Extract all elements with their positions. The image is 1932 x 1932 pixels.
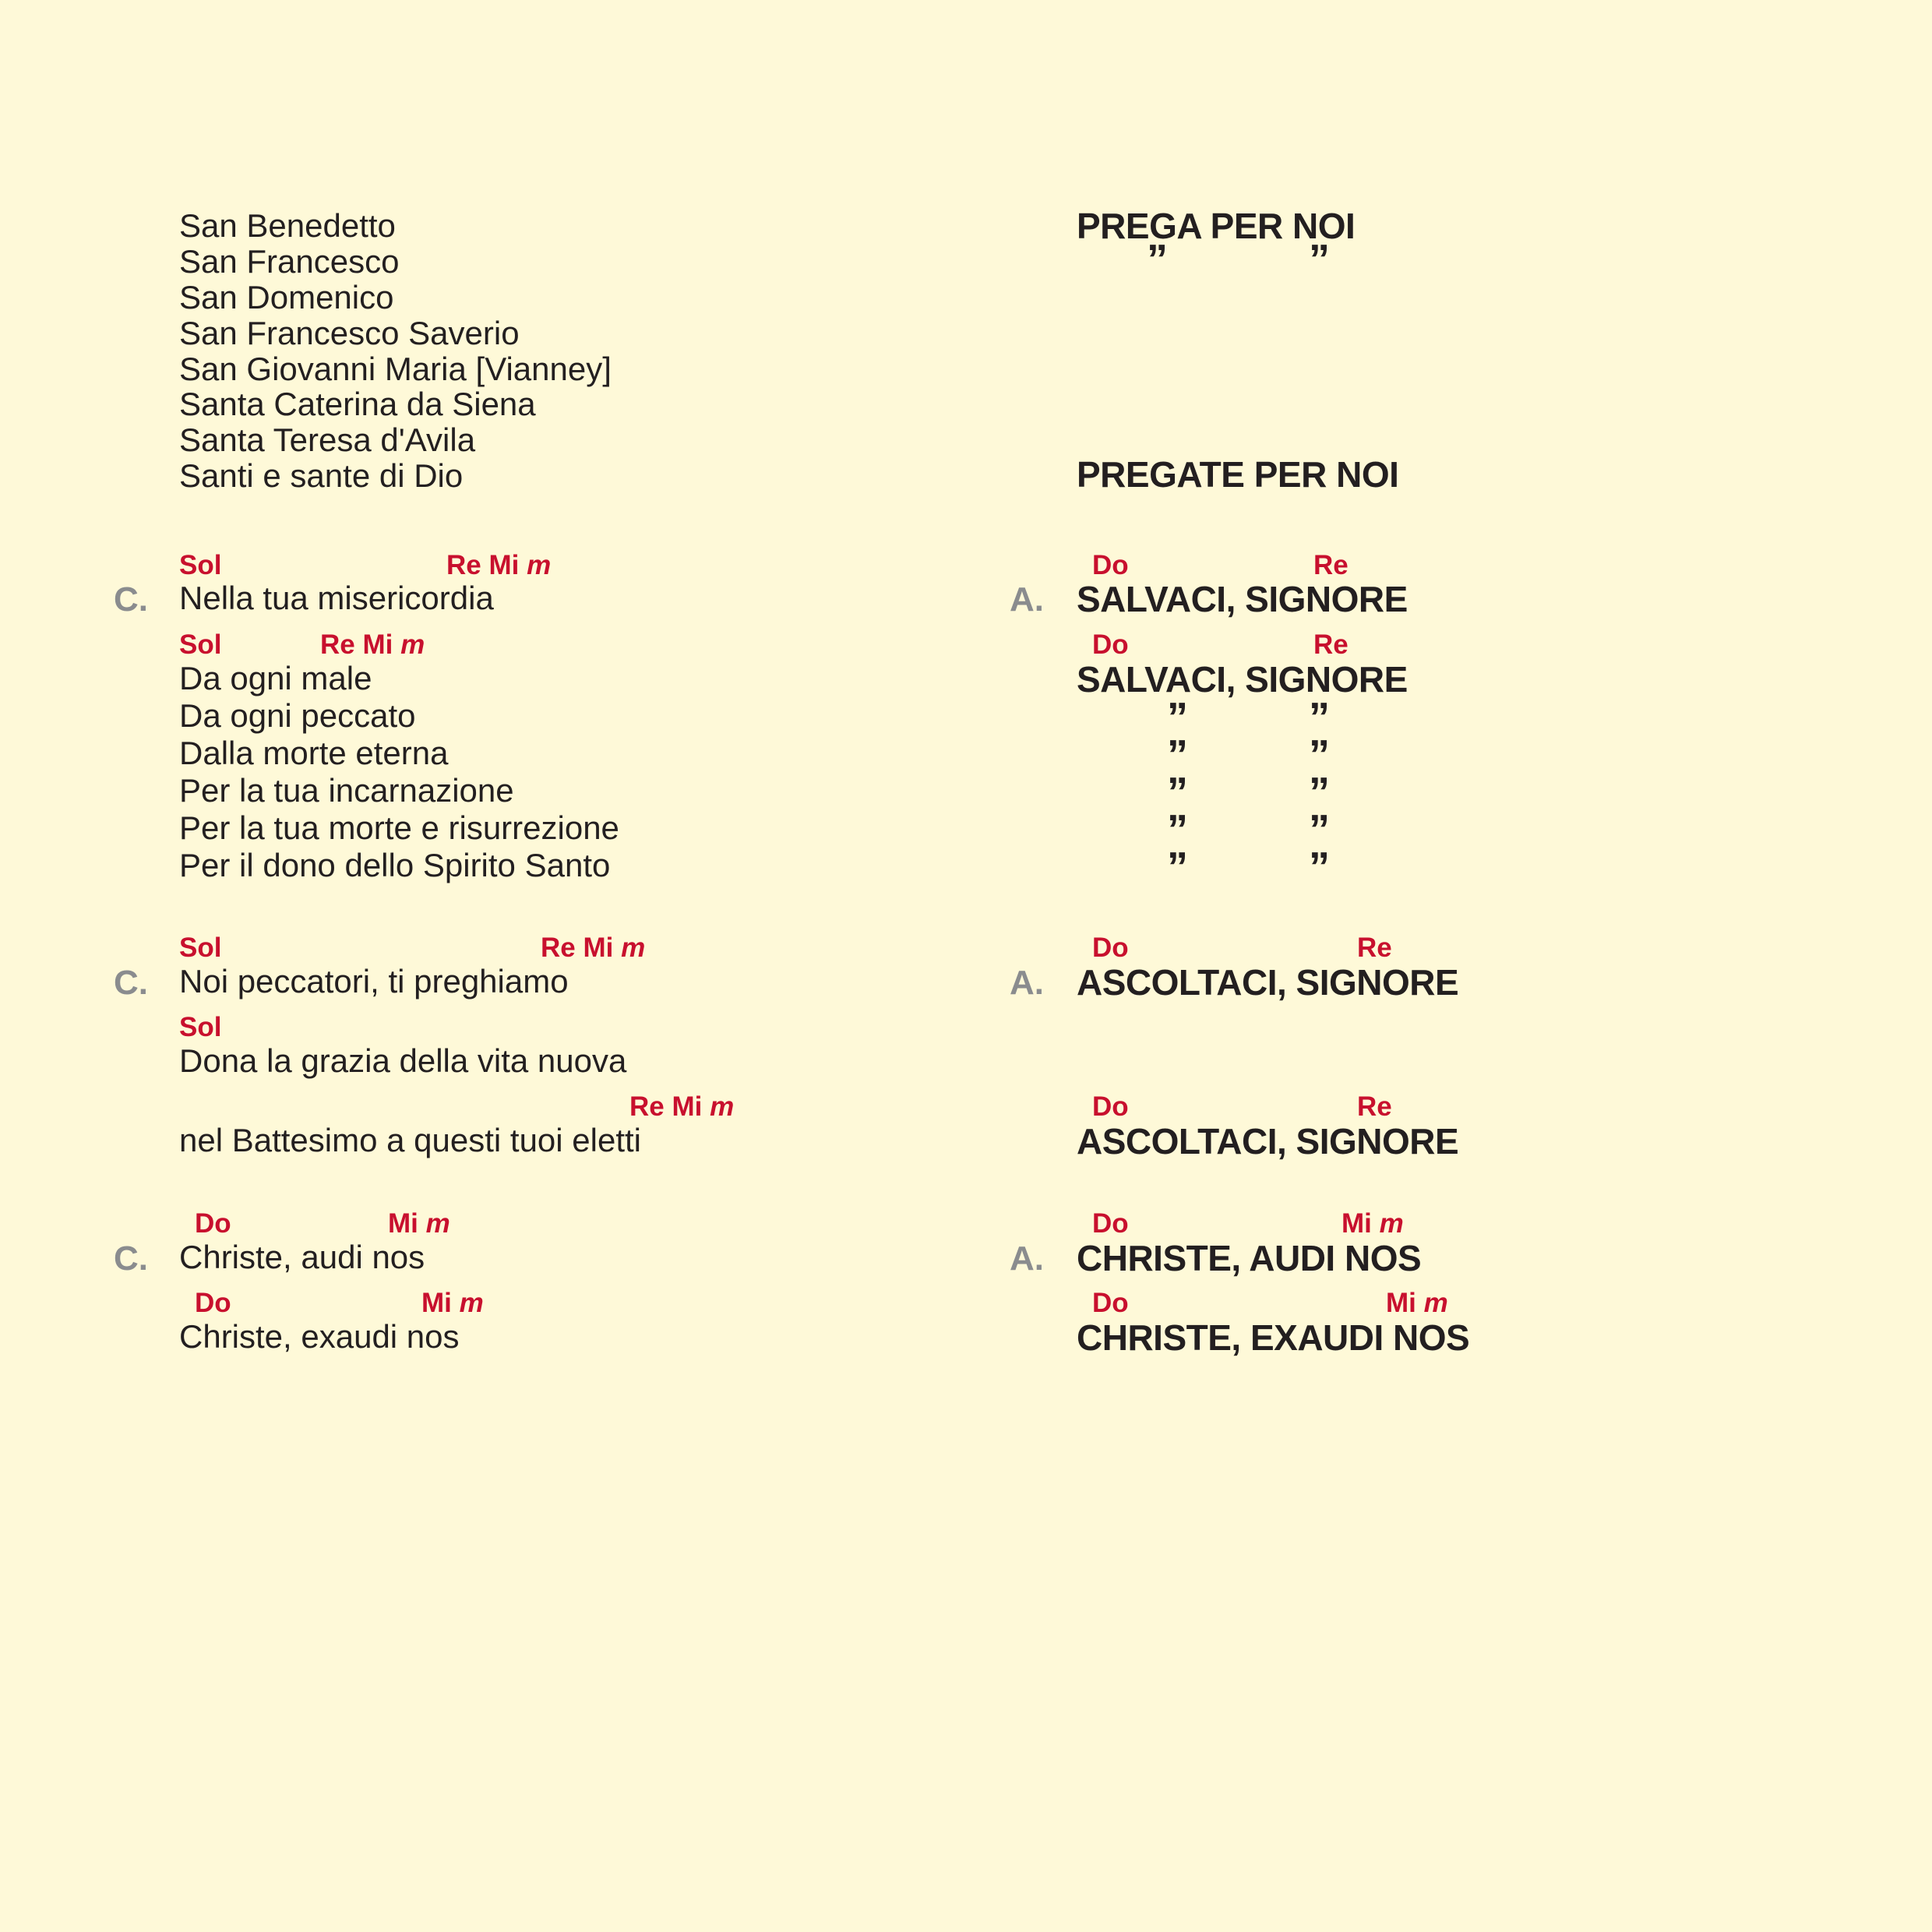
ditto-mark: ” [1309,236,1330,283]
ditto-mark: ” [1309,769,1330,816]
cantor-line: nel Battesimo a questi tuoi eletti [179,1122,642,1158]
chord: Sol [179,933,222,963]
role-assembly: A. [1010,580,1044,619]
chord: Do [1092,629,1129,660]
ditto-mark: ” [1309,806,1330,853]
chord: Re [1313,629,1349,660]
ditto-mark: ” [1167,844,1188,890]
cantor-line: Christe, exaudi nos [179,1318,460,1355]
ditto-mark: ” [1167,769,1188,816]
cantor-line: Da ogni male [179,660,372,696]
response-salvaci: SALVACI, SIGNORE [1077,659,1408,700]
saint-line: San Francesco [179,243,400,280]
ditto-mark: ” [1309,844,1330,890]
response-ascoltaci: ASCOLTACI, SIGNORE [1077,962,1459,1003]
role-assembly: A. [1010,1239,1044,1278]
chord: Re Mi m [446,550,552,580]
ditto-mark: ” [1147,236,1168,283]
chord: Do [195,1288,231,1318]
ditto-mark: ” [1167,806,1188,853]
saint-line: San Giovanni Maria [Vianney] [179,351,612,387]
chord: Re Mi m [320,629,425,660]
chord: Do [1092,1091,1129,1122]
chord: Do [1092,933,1129,963]
chord: Re Mi m [541,933,646,963]
cantor-line: Dona la grazia della vita nuova [179,1042,627,1079]
chord: Do [1092,550,1129,580]
chord: Re Mi m [629,1091,735,1122]
cantor-line: Noi peccatori, ti preghiamo [179,963,569,999]
response-pregate: PREGATE PER NOI [1077,454,1399,495]
ditto-mark: ” [1309,694,1330,741]
saint-line: Santa Teresa d'Avila [179,421,476,458]
response-christe-audi: CHRISTE, AUDI NOS [1077,1238,1422,1278]
cantor-line: Da ogni peccato [179,697,416,734]
cantor-line: Per la tua morte e risurrezione [179,809,619,846]
chord: Do [1092,1288,1129,1318]
cantor-line: Per il dono dello Spirito Santo [179,847,611,883]
response-ascoltaci: ASCOLTACI, SIGNORE [1077,1121,1459,1162]
saint-line: San Francesco Saverio [179,315,520,351]
response-prega: PREGA PER NOI [1077,206,1356,246]
cantor-line: Per la tua incarnazione [179,772,514,809]
chord: Sol [179,629,222,660]
chord: Mi m [421,1288,484,1318]
ditto-mark: ” [1167,732,1188,778]
ditto-mark: ” [1309,732,1330,778]
saint-line: Santi e sante di Dio [179,457,464,494]
cantor-line: Nella tua misericordia [179,580,494,616]
chord: Do [195,1208,231,1239]
chord: Do [1092,1208,1129,1239]
response-salvaci: SALVACI, SIGNORE [1077,579,1408,619]
response-christe-exaudi: CHRISTE, EXAUDI NOS [1077,1317,1470,1358]
role-cantor: C. [114,1239,148,1278]
role-cantor: C. [114,580,148,619]
chord: Mi m [1386,1288,1448,1318]
role-cantor: C. [114,964,148,1002]
chord: Sol [179,550,222,580]
saint-line: San Domenico [179,279,394,316]
chord: Sol [179,1012,222,1042]
chord: Re [1357,933,1392,963]
chord: Mi m [388,1208,450,1239]
cantor-line: Dalla morte eterna [179,735,449,771]
chord: Re [1357,1091,1392,1122]
saint-line: Santa Caterina da Siena [179,386,536,422]
chord: Re [1313,550,1349,580]
cantor-line: Christe, audi nos [179,1239,425,1275]
ditto-mark: ” [1167,694,1188,741]
saint-line: San Benedetto [179,207,396,244]
role-assembly: A. [1010,964,1044,1002]
chord: Mi m [1341,1208,1404,1239]
